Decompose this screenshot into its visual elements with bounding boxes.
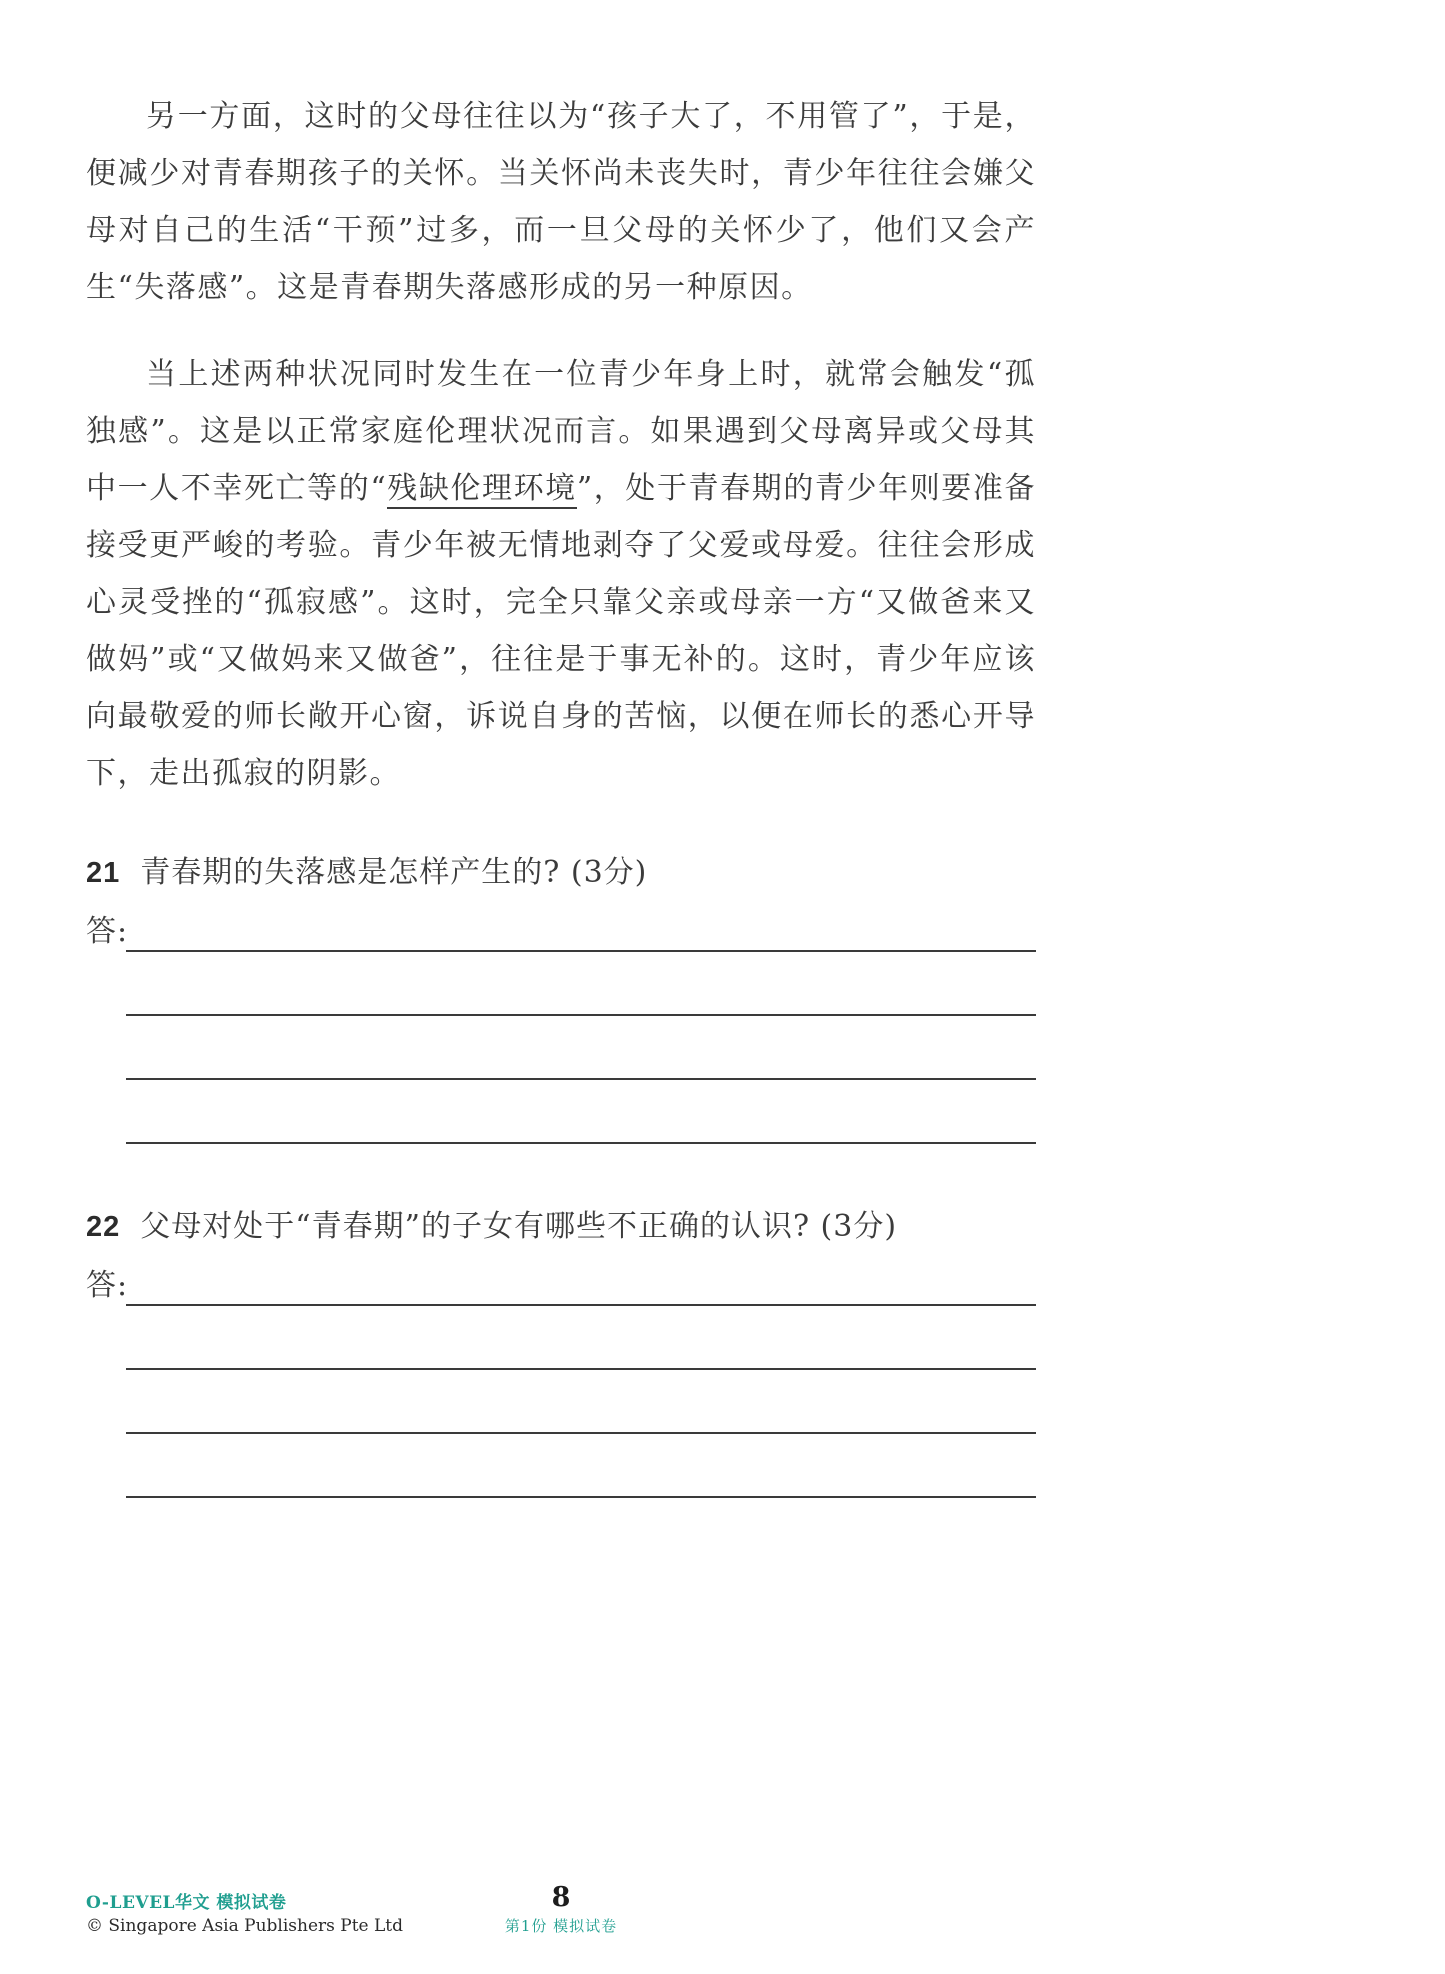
answer-line: [126, 1242, 1036, 1306]
paragraph-text: 当上述两种状况同时发生在一位青少年身上时，就常会触发“孤独感”。这是以正常家庭伦理状况而言。如果遇到父母离异或父母其中一人不幸死亡等的“: [86, 357, 1036, 506]
answer-line: [126, 1080, 1036, 1144]
answer-line: [126, 1016, 1036, 1080]
paragraph-text: 另一方面，这时的父母往往以为“孩子大了，不用管了”，于是，便减少对青春期孩子的关怀。当关怀尚未丧失时，青少年往往会嫌父母对自己的生活“干预”过多，而一旦父母的关怀少了，他们又会产生“失落感”。这是青春期失落感形成的另一种原因。: [86, 99, 1036, 305]
underlined-term: 残缺伦理环境: [387, 471, 577, 509]
series-title: O-LEVEL华文 模拟试卷: [86, 1893, 287, 1913]
paragraph-text: ”，处于青春期的青少年则要准备接受更严峻的考验。青少年被无情地剥夺了父爱或母爱。往往会形成心灵受挫的“孤寂感”。这时，完全只靠父亲或母亲一方“又做爸来又做妈”或“又做妈来又做爸”，往往是于事无补的。这时，青少年应该向最敬爱的师长敞开心窗，诉说自身的苦恼，以便在师长的悉心开导下，走出孤寂的阴影。: [86, 471, 1036, 791]
question-22-text: 父母对处于“青春期”的子女有哪些不正确的认识? (3分): [140, 1209, 898, 1244]
answer-line: [126, 1306, 1036, 1370]
answer-lines-21: [126, 888, 1036, 1144]
section-label: 第1份 模拟试卷: [504, 1917, 618, 1935]
question-21-number: 21: [86, 857, 121, 889]
answer-block-21: [86, 888, 1036, 1144]
answer-lines-22: [126, 1242, 1036, 1498]
page-number: 8: [551, 1882, 571, 1913]
answer-line: [126, 1370, 1036, 1434]
answer-label: 答:: [86, 914, 129, 949]
answer-line: [126, 952, 1036, 1016]
answer-block-22: [86, 1242, 1036, 1498]
page-footer: [86, 1882, 1036, 1936]
answer-label: 答:: [86, 1268, 129, 1303]
footer-center: [505, 1884, 617, 1936]
passage-paragraph-1: [86, 88, 1036, 316]
copyright-line: © Singapore Asia Publishers Pte Ltd: [86, 1916, 404, 1936]
footer-left: [86, 1888, 403, 1936]
answer-line: [126, 1434, 1036, 1498]
answer-line: [126, 888, 1036, 952]
page-content: [86, 58, 1036, 1498]
question-22-number: 22: [86, 1211, 121, 1243]
question-21-text: 青春期的失落感是怎样产生的? (3分): [140, 855, 648, 890]
passage-paragraph-2: [86, 346, 1036, 802]
